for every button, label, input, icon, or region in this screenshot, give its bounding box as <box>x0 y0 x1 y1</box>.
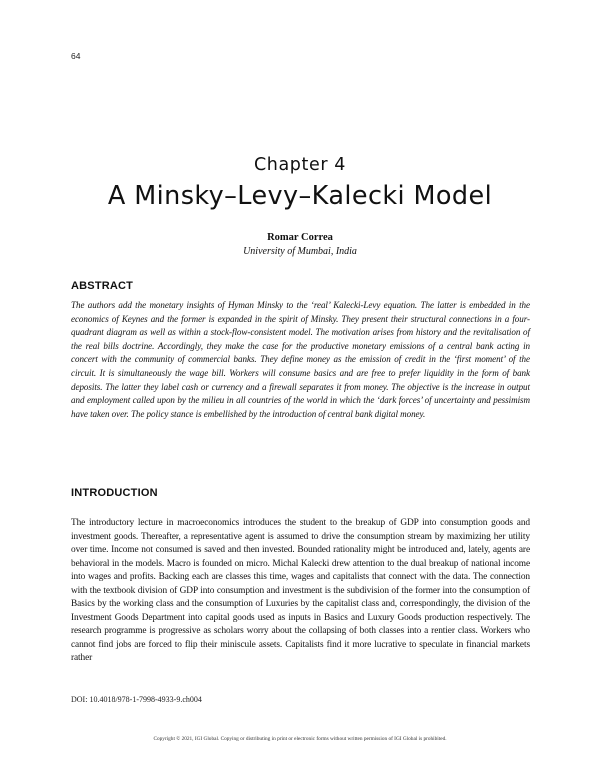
introduction-heading: INTRODUCTION <box>71 487 158 499</box>
chapter-title: A Minsky–Levy–Kalecki Model <box>107 181 493 211</box>
page-number: 64 <box>71 51 81 61</box>
doi: DOI: 10.4018/978-1-7998-4933-9.ch004 <box>71 695 202 704</box>
abstract-heading: ABSTRACT <box>71 280 134 292</box>
author-affiliation: University of Mumbai, India <box>243 246 357 257</box>
copyright-notice: Copyright © 2021, IGI Global. Copying or distributing in print or electronic forms without written permission of IGI Global is prohibited. <box>153 736 447 742</box>
chapter-label: Chapter 4 <box>253 155 347 175</box>
abstract-text: The authors add the monetary insights of Hyman Minsky to the ‘real’ Kalecki-Levy equation. The latter is embedded in the economics of Keynes and the former is expanded in the spirit of Minsky. They present their structural connections in a four-quadrant diagram as well as within a stock-flow-consistent model. The motivation arises from history and the revitalisation of the real bills doctrine. Accordingly, they make the case for the productive monetary emissions of a central bank acting in concert with the community of commercial banks. They define money as the emission of credit in the ‘first moment’ of the circuit. It is simultaneously the wage bill. Workers will consume basics and are free to prefer liquidity in the form of bank deposits. The latter they label cash or currency and a firewall separates it from money. The objective is the increase in output and employment called upon by the milieu in all countries of the world in which the ‘dark forces’ of uncertainty and pessimism have taken over. The policy stance is embellished by the introduction of central bank digital money. <box>71 300 530 419</box>
introduction-text: The introductory lecture in macroeconomics introduces the student to the breakup of GDP into consumption goods and investment goods. Thereafter, a representative agent is assumed to drive the consumption stream by maximizing her utility over time. Income not consumed is saved and then invested. Bounded rationality might be introduced and, lately, agents are behavioral in the models. Macro is founded on micro. Michal Kalecki drew attention to the dual breakup of national income into wages and profits. Backing each are classes this time, wages and capitalists that connect with the data. The connection with the textbook division of GDP into consumption and investment is the subdivision of the former into the consumption of Basics by the working class and the consumption of Luxuries by the capitalist class and, correspondingly, the division of the Investment Goods Department into capital goods used as inputs in Basics and Luxury Goods production respectively. The research programme is progressive as scholars worry about the collapsing of both classes into a rentier class. Workers who cannot find jobs are forced to flip their miniscule assets. Capitalists find it more lucrative to speculate in financial markets rather <box>71 518 530 663</box>
author-name: Romar Correa <box>267 232 333 243</box>
